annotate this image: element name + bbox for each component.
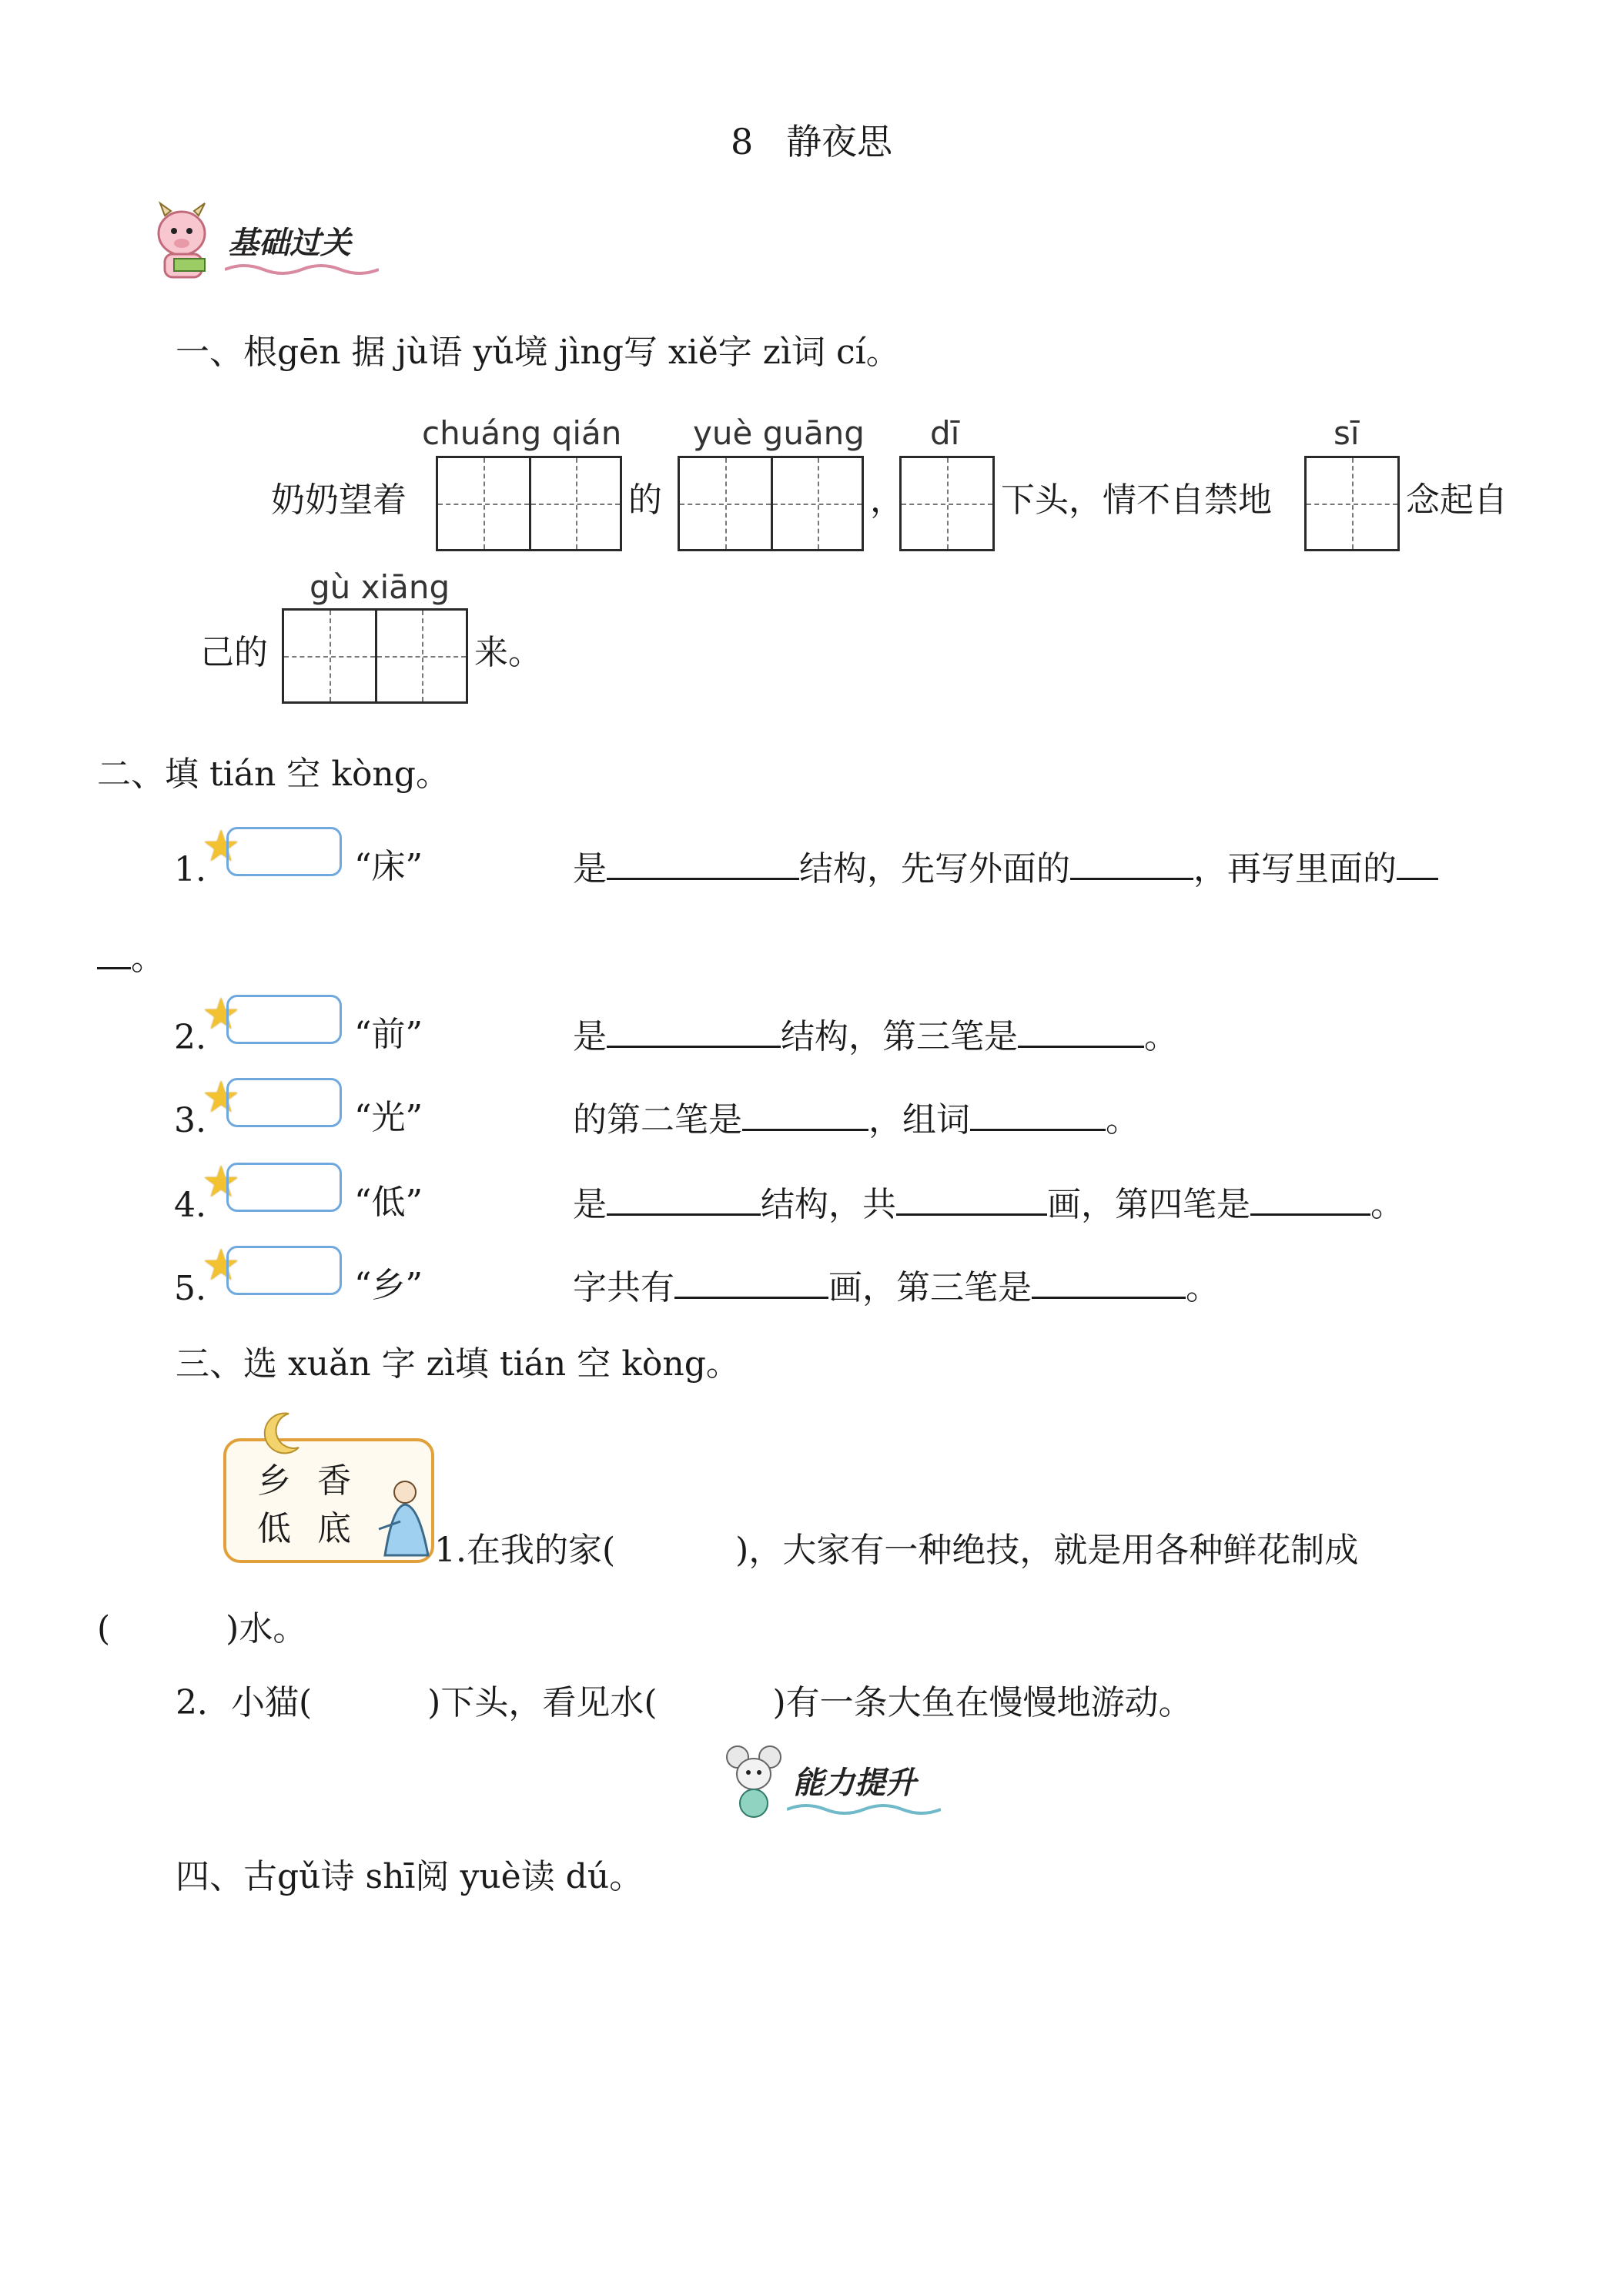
writing-grid-si[interactable] [1304,456,1400,551]
basic-section-badge [151,199,390,291]
q2-item-1-number: 1. [174,850,206,889]
pinyin-di: dī [930,414,960,452]
answer-blank[interactable] [1070,844,1193,880]
q2-item-1-tail: 。 [97,933,165,982]
answer-blank[interactable] [896,1180,1047,1216]
answer-blank[interactable] [97,933,131,969]
q2-item-4-char: “低” [354,1183,423,1222]
advanced-badge-label: 能力提升 [793,1766,916,1801]
choice-xiang-fragrant[interactable]: 香 [317,1461,351,1501]
choice-di-low[interactable]: 低 [257,1509,291,1548]
q1-text-3: ， [870,480,904,520]
writing-grid-di[interactable] [899,456,995,551]
q2-item-3-number: 3. [174,1101,206,1140]
q3-sentence-2: 2．小猫( )下头，看见水( )有一条大鱼在慢慢地游动。 [176,1683,1193,1722]
writing-grid-gu-xiang[interactable] [282,608,468,704]
answer-blank[interactable] [970,1095,1106,1131]
q2-item-4-number: 4. [174,1186,206,1225]
star-icon: ★ [202,822,241,872]
q1-text-4: 下头，情不自禁地 [1001,480,1272,520]
q1-heading: 一、根gēn 据 jù语 yǔ境 jìng写 xiě字 zì词 cí。 [176,333,900,372]
answer-blank[interactable] [1018,1012,1144,1048]
q3-sentence-1: 1.在我的家( )，大家有一种绝技，就是用各种鲜花制成 [434,1531,1359,1570]
page-title [0,114,1623,165]
star-rating-box[interactable] [226,1163,342,1212]
star-rating-box[interactable] [226,1246,342,1295]
pinyin-gu-xiang: gù xiāng [310,568,450,606]
answer-blank[interactable] [1032,1263,1186,1299]
star-icon: ★ [202,1157,241,1207]
star-rating-box[interactable] [226,827,342,876]
q2-item-2-number: 2. [174,1018,206,1057]
q2-item-1-line: 是 结构，先写外面的 ，再写里面的 [573,844,1438,892]
q2-item-4-line: 是 结构，共 画，第四笔是 。 [573,1180,1404,1228]
answer-blank[interactable] [742,1095,868,1131]
star-rating-box[interactable] [226,995,342,1044]
lesson-title: 静夜思 [785,121,892,162]
q2-item-3-char: “光” [354,1098,423,1137]
pinyin-yue-guang: yuè guāng [693,414,865,452]
answer-blank[interactable] [607,844,799,880]
basic-badge-label: 基础过关 [228,226,351,261]
star-icon: ★ [202,989,241,1039]
q2-item-5-line: 字共有 画，第三笔是 。 [573,1263,1220,1311]
answer-blank[interactable] [674,1263,828,1299]
answer-blank[interactable] [607,1180,761,1216]
q2-item-5-number: 5. [174,1269,206,1308]
answer-blank[interactable] [1250,1180,1370,1216]
underline-wave-icon [225,262,379,277]
word-choice-box [223,1438,434,1563]
q1-text-7: 来。 [474,633,542,672]
q4-heading: 四、古gǔ诗 shī阅 yuè读 dú。 [176,1857,644,1896]
answer-blank[interactable] [1397,844,1438,880]
mouse-mascot-icon [722,1742,791,1819]
lesson-number: 8 [731,121,754,162]
goat-mascot-icon [151,199,228,283]
advanced-section-badge [722,1742,953,1826]
choice-di-bottom[interactable]: 底 [317,1509,351,1548]
star-icon: ★ [202,1240,241,1290]
pinyin-si: sī [1334,414,1360,452]
writing-grid-yue-guang[interactable] [678,456,864,551]
poet-figure-icon [370,1475,439,1560]
writing-grid-chuang-qian[interactable] [436,456,622,551]
moon-icon [254,1407,308,1461]
q1-text-1: 奶奶望着 [271,480,407,520]
q2-item-3-line: 的第二笔是 ，组词 。 [573,1095,1139,1143]
q2-heading: 二、填 tián 空 kòng。 [97,755,450,794]
choice-xiang-home[interactable]: 乡 [257,1461,291,1501]
q2-item-5-char: “乡” [354,1266,423,1305]
answer-blank[interactable] [607,1012,781,1048]
q3-sentence-1-cont: ( )水。 [97,1609,307,1648]
q1-text-2: 的 [628,480,662,520]
underline-wave-icon [787,1802,941,1817]
pinyin-chuang-qian: chuáng qián [422,414,622,452]
q1-text-5: 念起自 [1406,480,1508,520]
star-rating-box[interactable] [226,1078,342,1127]
q2-item-2-line: 是 结构，第三笔是 。 [573,1012,1178,1060]
q1-text-6: 己的 [200,633,268,672]
q2-item-1-char: “床” [354,847,423,886]
star-icon: ★ [202,1073,241,1123]
q3-heading: 三、选 xuǎn 字 zì填 tián 空 kòng。 [176,1344,740,1384]
q2-item-2-char: “前” [354,1015,423,1054]
